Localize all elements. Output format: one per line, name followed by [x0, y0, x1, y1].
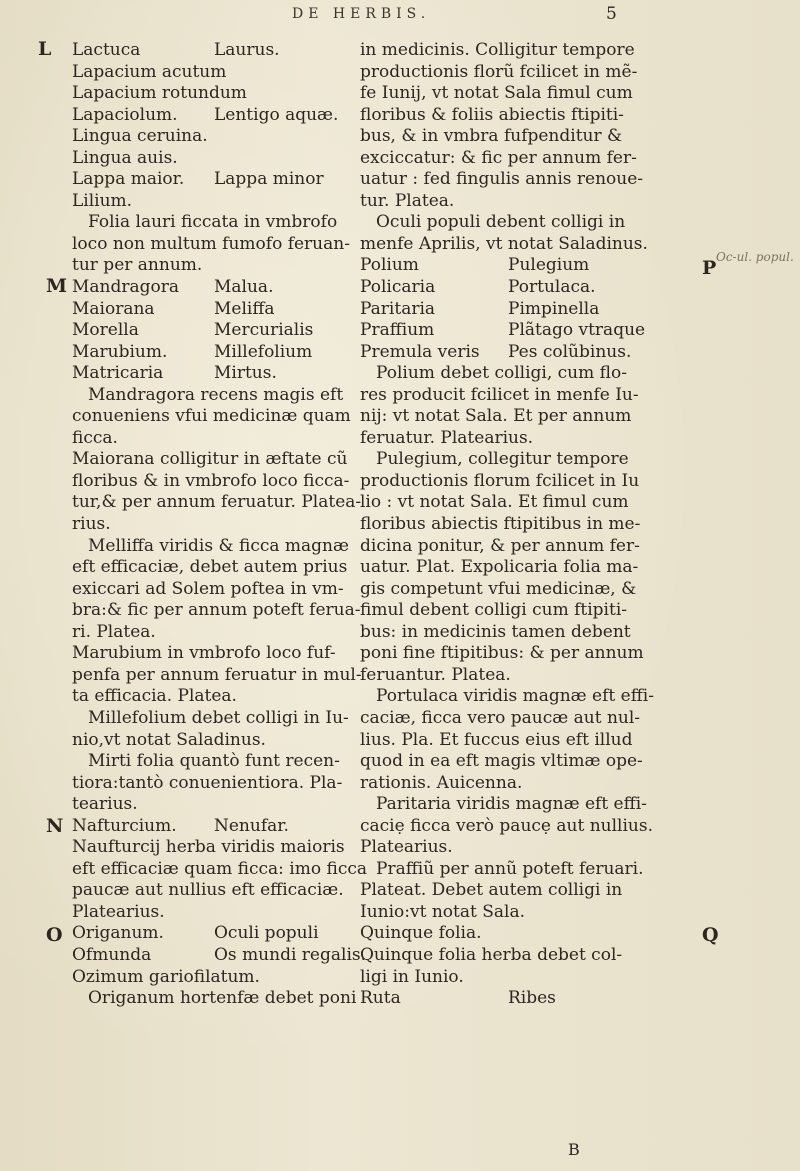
term-second: Meliffa	[214, 298, 275, 319]
text-line: Lingua ceruina.	[72, 126, 208, 147]
text-line	[72, 363, 372, 385]
term-first: Lactuca	[72, 40, 141, 60]
text-line: menfe Aprilis, vt notat Saladinus.	[360, 233, 648, 254]
text-line: Lingua auis.	[72, 147, 178, 168]
term-first: Ofmunda	[72, 944, 152, 965]
text-line: tur per annum.	[72, 255, 203, 276]
text-line: Pulegium, collegitur tempore	[376, 449, 629, 470]
term-first: Maiorana	[72, 298, 155, 319]
text-line: nio,vt notat Saladinus.	[72, 729, 266, 750]
text-line: Ozimum gariofilatum.	[72, 966, 260, 987]
term-first: Lapaciolum.	[72, 104, 178, 125]
text-line	[72, 299, 372, 321]
text-line: bus: in medicinis tamen debent	[360, 621, 631, 642]
term-first: Nafturcium.	[72, 815, 177, 836]
text-line: res producit fcilicet in menfe Iu-	[360, 384, 639, 405]
term-first: Lappa maior.	[72, 169, 185, 190]
term-second: Laurus.	[214, 40, 280, 60]
term-first: Morella	[72, 320, 139, 341]
text-line	[360, 342, 682, 364]
text-line	[72, 169, 372, 191]
text-line: fimul debent colligi cum ftipiti-	[360, 600, 627, 621]
text-line: Origanum hortenfæ debet poni	[88, 988, 357, 1009]
term-first: Premula veris	[360, 341, 480, 362]
text-line: feruatur. Platearius.	[360, 427, 534, 448]
text-line: floribus & foliis abiectis ftipiti-	[360, 104, 624, 125]
term-second: Plãtago vtraque	[508, 320, 646, 341]
text-line: Praffiũ per annũ poteft feruari.	[376, 858, 644, 879]
text-line: Polium debet colligi, cum flo-	[376, 363, 627, 384]
text-line: Marubium in vmbrofo loco fuf-	[72, 643, 336, 664]
text-line: Naufturcij herba viridis maioris	[72, 837, 345, 858]
term-first: Ruta	[360, 988, 401, 1009]
text-line: eft efficaciæ quam ficca: imo ficca	[72, 858, 368, 879]
term-second: Portulaca.	[508, 277, 596, 298]
section-letter-l: L	[38, 38, 52, 60]
text-line	[72, 277, 372, 299]
text-line	[360, 320, 682, 342]
text-line: eft efficaciæ, debet autem prius	[72, 557, 348, 578]
marginal-annotation: Oc-ul. popul.	[716, 250, 794, 264]
text-line: Mandragora recens magis eft	[88, 384, 344, 405]
text-line: exiccari ad Solem poftea in vm-	[72, 578, 344, 599]
text-line: poni fine ftipitibus: & per annum	[360, 643, 644, 664]
text-line: rius.	[72, 514, 111, 535]
text-line: floribus & in vmbrofo loco ficca-	[72, 470, 350, 491]
text-line: Portulaca viridis magnæ eft effi-	[376, 686, 654, 707]
text-line: Platearius.	[72, 901, 165, 922]
term-first: Policaria	[360, 277, 436, 298]
text-line: in medicinis. Colligitur tempore	[360, 40, 635, 60]
text-line: lio : vt notat Sala. Et fimul cum	[360, 492, 629, 513]
text-line	[360, 255, 682, 277]
term-first: Praffium	[360, 320, 435, 341]
term-second: Mercurialis	[214, 320, 314, 341]
text-line: productionis florum fcilicet in Iu	[360, 470, 640, 491]
term-second: Ribes	[508, 988, 556, 1009]
term-first: Matricaria	[72, 363, 164, 384]
text-line: ficca.	[72, 427, 118, 448]
term-second: Os mundi regalis.	[214, 944, 367, 965]
text-line	[72, 105, 372, 127]
text-line: Millefolium debet colligi in Iu-	[88, 707, 349, 728]
text-line: gis competunt vfui medicinæ, &	[360, 578, 637, 599]
text-line: Maiorana colligitur in æftate cũ	[72, 449, 348, 470]
term-second: Pes colũbinus.	[508, 341, 632, 362]
section-letter-n: N	[46, 815, 64, 837]
text-line: tearius.	[72, 794, 138, 815]
text-line: Folia lauri ficcata in vmbrofo	[88, 212, 338, 233]
text-line: ligi in Iunio.	[360, 966, 464, 987]
text-line: conueniens vfui medicinæ quam	[72, 406, 351, 427]
term-second: Malua.	[214, 277, 274, 298]
text-line: Lapacium acutum	[72, 61, 227, 82]
term-second: Mirtus.	[214, 363, 277, 384]
right-text-column	[360, 40, 682, 1010]
text-line: Iunio:vt notat Sala.	[360, 901, 525, 922]
text-line: floribus abiectis ftipitibus in me-	[360, 514, 641, 535]
text-line: lius. Pla. Et fuccus eius eft illud	[360, 729, 633, 750]
text-line: ri. Platea.	[72, 621, 156, 642]
text-line: Oculi populi debent colligi in	[376, 212, 626, 233]
section-letter-m: M	[46, 275, 68, 297]
text-line: Lapacium rotundum	[72, 83, 247, 104]
text-line: productionis florũ fcilicet in mẽ-	[360, 61, 638, 82]
page-number: 5	[606, 4, 617, 24]
text-line: Quinque folia herba debet col-	[360, 944, 623, 965]
text-line: quod in ea eft magis vltimæ ope-	[360, 751, 643, 772]
term-second: Nenufar.	[214, 815, 289, 836]
term-second: Pulegium	[508, 255, 590, 276]
text-line: Plateat. Debet autem colligi in	[360, 880, 623, 901]
text-line	[72, 342, 372, 364]
text-line: exciccatur: & fic per annum fer-	[360, 147, 637, 168]
text-line: bus, & in vmbra fufpenditur &	[360, 126, 623, 147]
text-line: nij: vt notat Sala. Et per annum	[360, 406, 632, 427]
text-line	[72, 816, 372, 838]
text-line: penfa per annum feruatur in mul-	[72, 664, 362, 685]
text-line: feruantur. Platea.	[360, 664, 511, 685]
text-line	[72, 320, 372, 342]
section-letter-q: Q	[702, 924, 719, 946]
term-first: Marubium.	[72, 341, 168, 362]
text-line: tur. Platea.	[360, 190, 455, 211]
term-second: Lappa minor	[214, 169, 324, 190]
text-line: caciæ, ficca vero paucæ aut nul-	[360, 707, 641, 728]
text-line: tiora:tantò conuenientiora. Pla-	[72, 772, 343, 793]
section-letter-o: O	[46, 924, 63, 946]
text-line: rationis. Auicenna.	[360, 772, 523, 793]
text-line: caciẹ ficca verò paucẹ aut nullius.	[360, 815, 653, 836]
text-line: Mirti folia quantò funt recen-	[88, 751, 340, 772]
text-line: Paritaria viridis magnæ eft effi-	[376, 794, 647, 815]
text-line: ta efficacia. Platea.	[72, 686, 237, 707]
running-title: DE HERBIS.	[292, 6, 431, 22]
text-line: loco non multum fumofo feruan-	[72, 233, 350, 254]
text-line	[72, 945, 372, 967]
text-line	[360, 299, 682, 321]
term-second: Lentigo aquæ.	[214, 104, 339, 125]
term-first: Polium	[360, 255, 419, 276]
text-line: uatur. Plat. Expolicaria folia ma-	[360, 557, 639, 578]
catchword: B	[568, 1140, 580, 1159]
text-line: Lilium.	[72, 190, 133, 211]
text-line: fe Iunij, vt notat Sala fimul cum	[360, 83, 633, 104]
term-first: Origanum.	[72, 923, 164, 944]
section-letter-p: P	[702, 257, 717, 279]
text-line: paucæ aut nullius eft efficaciæ.	[72, 880, 344, 901]
text-line	[360, 988, 682, 1010]
text-line: Melliffa viridis & ficca magnæ	[88, 535, 349, 556]
text-line: tur,& per annum feruatur. Platea-	[72, 492, 362, 513]
term-second: Oculi populi	[214, 923, 319, 944]
text-line: Quinque folia.	[360, 923, 482, 944]
text-line: dicina ponitur, & per annum fer-	[360, 535, 640, 556]
left-text-column	[72, 40, 372, 1010]
term-second: Millefolium	[214, 341, 313, 362]
text-line: Platearius.	[360, 837, 453, 858]
text-line: uatur : fed fingulis annis renoue-	[360, 169, 644, 190]
text-line	[360, 277, 682, 299]
text-line	[72, 923, 372, 945]
term-first: Paritaria	[360, 298, 436, 319]
text-line	[72, 40, 372, 62]
text-line: bra:& fic per annum poteft ferua-	[72, 600, 361, 621]
term-second: Pimpinella	[508, 298, 600, 319]
term-first: Mandragora	[72, 277, 180, 298]
